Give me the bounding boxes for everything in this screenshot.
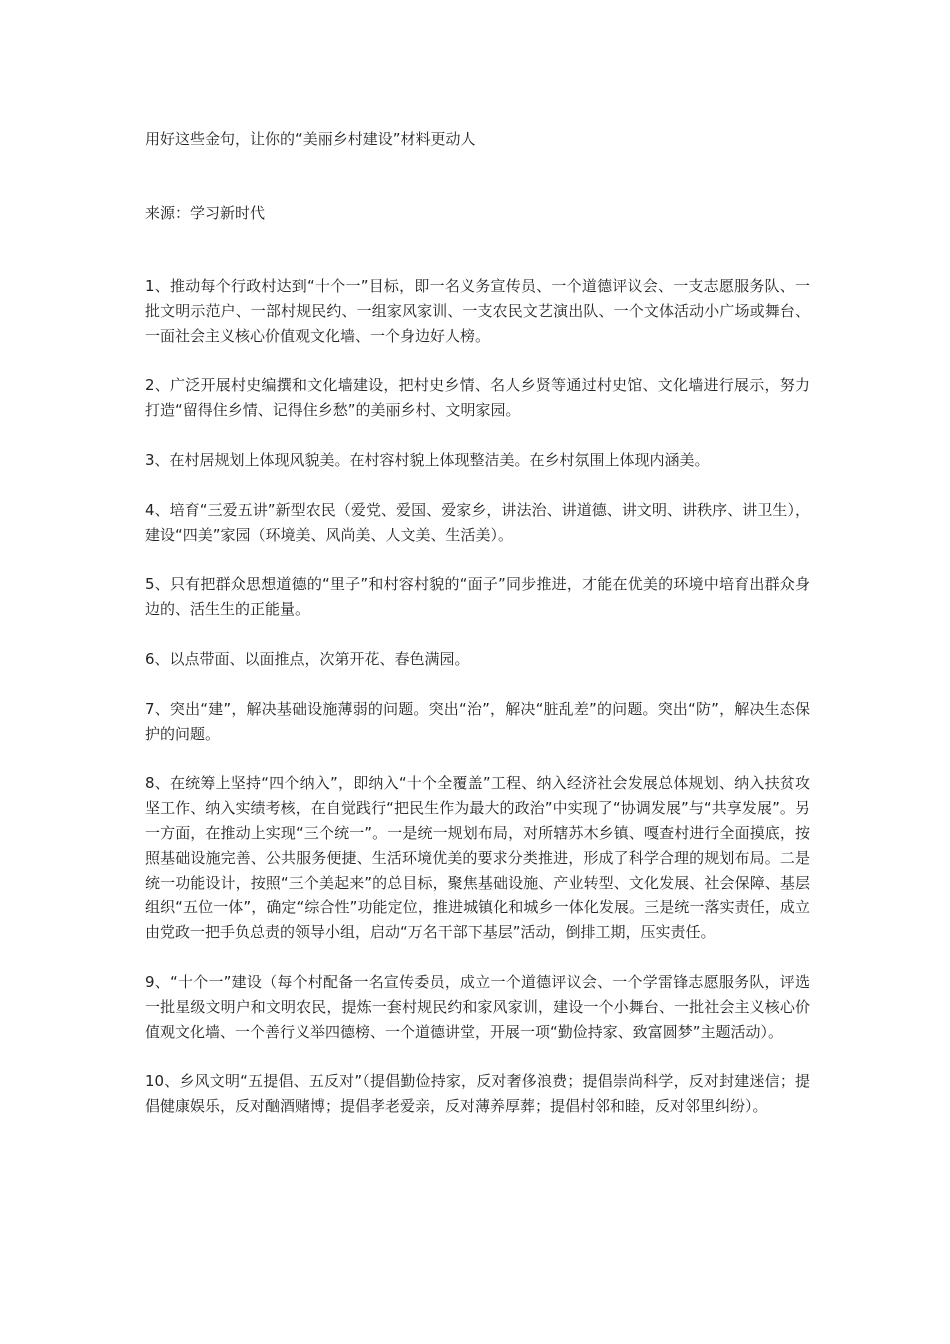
- paragraph-8: 8、在统筹上坚持“四个纳入”，即纳入“十个全覆盖”工程、纳入经济社会发展总体规划、纳入扶贫攻坚工作、纳入实绩考核，在自觉践行“把民生作为最大的政治”中实现了“协调发展”与“共享发展”。另一方面，在推动上实现“三个统一”。一是统一规划布局，对所辖苏木乡镇、嘎查村进行全面摸底，按照基础设施完善、公共服务便捷、生活环境优美的要求分类推进，形成了科学合理的规划布局。二是统一功能设计，按照“三个美起来”的总目标，聚焦基础设施、产业转型、文化发展、社会保障、基层组织“五位一体”，确定“综合性”功能定位，推进城镇化和城乡一体化发展。三是统一落实责任，成立由党政一把手负总责的领导小组，启动“万名干部下基层”活动，倒排工期，压实责任。: [145, 774, 810, 942]
- document-body: [145, 274, 810, 1144]
- paragraph-1: 1、推动每个行政村达到“十个一”目标，即一名义务宣传员、一个道德评议会、一支志愿服务队、一批文明示范户、一部村规民约、一组家风家训、一支农民文艺演出队、一个文体活动小广场或舞台、一面社会主义核心价值观文化墙、一个身边好人榜。: [145, 277, 810, 345]
- paragraph-10: 10、乡风文明“五提倡、五反对”（提倡勤俭持家，反对奢侈浪费；提倡崇尚科学，反对封建迷信；提倡健康娱乐，反对酗酒赌博；提倡孝老爱亲，反对薄养厚葬；提倡村邻和睦，反对邻里纠纷）。: [145, 1072, 810, 1116]
- paragraph-5: 5、只有把群众思想道德的“里子”和村容村貌的“面子”同步推进，才能在优美的环境中培育出群众身边的、活生生的正能量。: [145, 575, 810, 619]
- paragraph-9: 9、“十个一”建设（每个村配备一名宣传委员，成立一个道德评议会、一个学雷锋志愿服务队，评选一批星级文明户和文明农民，提炼一套村规民约和家风家训，建设一个小舞台、一批社会主义核心价值观文化墙、一个善行义举四德榜、一个道德讲堂，开展一项“勤俭持家、致富圆梦”主题活动）。: [145, 972, 810, 1041]
- paragraph-4: 4、培育“三爱五讲”新型农民（爱党、爱国、爱家乡，讲法治、讲道德、讲文明、讲秩序、讲卫生），建设“四美”家园（环境美、风尚美、人文美、生活美）。: [145, 500, 810, 544]
- paragraph-2: 2、广泛开展村史编撰和文化墙建设，把村史乡情、名人乡贤等通过村史馆、文化墙进行展示，努力打造“留得住乡情、记得住乡愁”的美丽乡村、文明家园。: [145, 376, 810, 420]
- paragraph-7: 7、突出“建”，解决基础设施薄弱的问题。突出“治”，解决“脏乱差”的问题。突出“防”，解决生态保护的问题。: [145, 699, 810, 743]
- paragraph-6: 6、以点带面、以面推点，次第开花、春色满园。: [145, 649, 470, 668]
- document-source: 来源：学习新时代: [145, 204, 266, 222]
- document-title: 用好这些金句，让你的“美丽乡村建设”材料更动人: [145, 130, 476, 148]
- paragraph-3: 3、在村居规划上体现风貌美。在村容村貌上体现整洁美。在乡村氛围上体现内涵美。: [145, 450, 710, 469]
